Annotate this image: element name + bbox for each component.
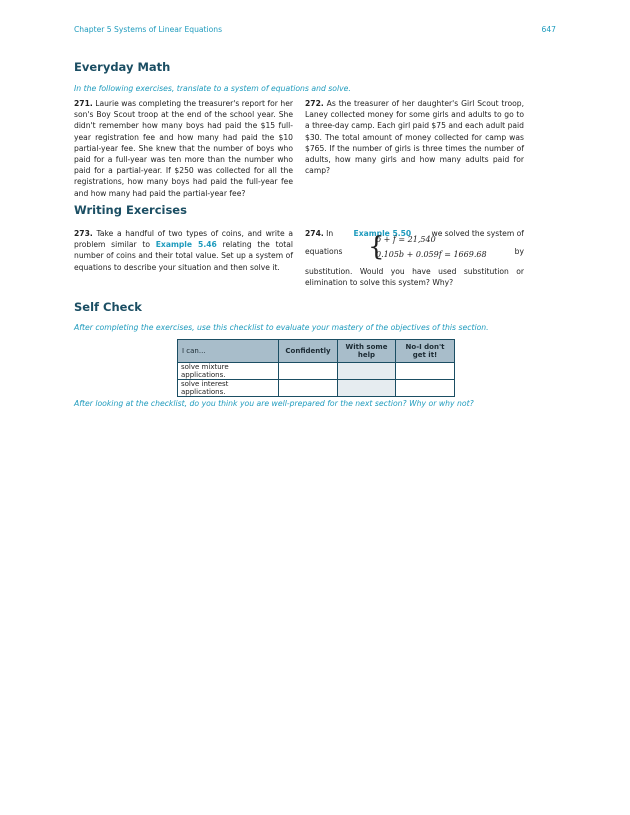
exercise-273 (74, 228, 293, 273)
header-no-dont-get-it: No-I don't get it! (396, 340, 455, 363)
everyday-math-intro: In the following exercises, translate to a system of equations and solve. (74, 84, 351, 93)
equation-1: b + f = 21,540 (376, 235, 436, 244)
exercise-text: In (326, 229, 334, 238)
example-5-46-link[interactable]: Example 5.46 (155, 240, 217, 250)
table-row (178, 380, 455, 397)
header-i-can: I can... (178, 340, 279, 363)
header-confidently: Confidently (279, 340, 338, 363)
objective-label: solve mixture applications. (178, 363, 279, 380)
self-check-outro: After looking at the checklist, do you think you are well-prepared for the next section? Why or why not? (74, 399, 474, 408)
dont-get-it-cell[interactable] (396, 380, 455, 397)
confidently-cell[interactable] (279, 380, 338, 397)
exercise-text: Laurie was completing the treasurer's report for her son's Boy Scout troop at the end of the school year. She didn't remember how many boys had paid the $15 full-year registration fee and how many had paid the $10 partial-year fee. She knew that the number of boys who paid for a full-year was ten more than the number who paid for a partial-year. If $250 was collected for all the registrations, how many boys had paid the full-year fee and how many had paid the partial-year fee? (74, 99, 293, 198)
exercise-text: we solved the system of (431, 229, 524, 238)
exercise-text: relating the total number of coins and their total value. Set up a system of equations to describe your situation and then solve it. (74, 240, 293, 272)
exercise-272 (305, 98, 524, 176)
exercise-number: 274. (305, 229, 324, 238)
everyday-math-heading: Everyday Math (74, 60, 171, 74)
chapter-header: Chapter 5 Systems of Linear Equations (74, 25, 223, 34)
exercise-text: substitution. Would you have used substitution or elimination to solve this system? Why? (305, 267, 524, 288)
example-5-50-link[interactable]: Example 5.50 (353, 229, 412, 238)
dont-get-it-cell[interactable] (396, 363, 455, 380)
table-row (178, 363, 455, 380)
objective-label: solve interest applications. (178, 380, 279, 397)
exercise-number: 271. (74, 99, 93, 108)
equations-label: equations (305, 247, 343, 256)
confidently-cell[interactable] (279, 363, 338, 380)
exercise-number: 273. (74, 229, 93, 238)
with-some-help-cell[interactable] (338, 363, 396, 380)
self-check-intro: After completing the exercises, use this checklist to evaluate your mastery of the objectives of this section. (74, 323, 489, 332)
exercise-271 (74, 98, 293, 199)
by-label: by (514, 247, 524, 256)
exercise-text: Take a handful of two types of coins, and write a problem similar to (74, 229, 293, 250)
with-some-help-cell[interactable] (338, 380, 396, 397)
exercise-text: As the treasurer of her daughter's Girl Scout troop, Laney collected money for some girls and adults to go to a three-day camp. Each girl paid $75 and each adult paid $30. The total amount of money collected for camp was $765. If the number of girls is three times the number of adults, how many girls and how many adults paid for camp? (305, 99, 524, 176)
brace-symbol: { (368, 232, 385, 262)
header-with-some-help: With some help (338, 340, 396, 363)
writing-exercises-heading: Writing Exercises (74, 203, 187, 217)
self-check-table (177, 339, 455, 397)
self-check-heading: Self Check (74, 300, 142, 314)
page-number: 647 (541, 25, 556, 34)
table-header-row (178, 340, 455, 363)
equation-2: 0.105b + 0.059f = 1669.68 (376, 250, 487, 259)
exercise-number: 272. (305, 99, 324, 108)
